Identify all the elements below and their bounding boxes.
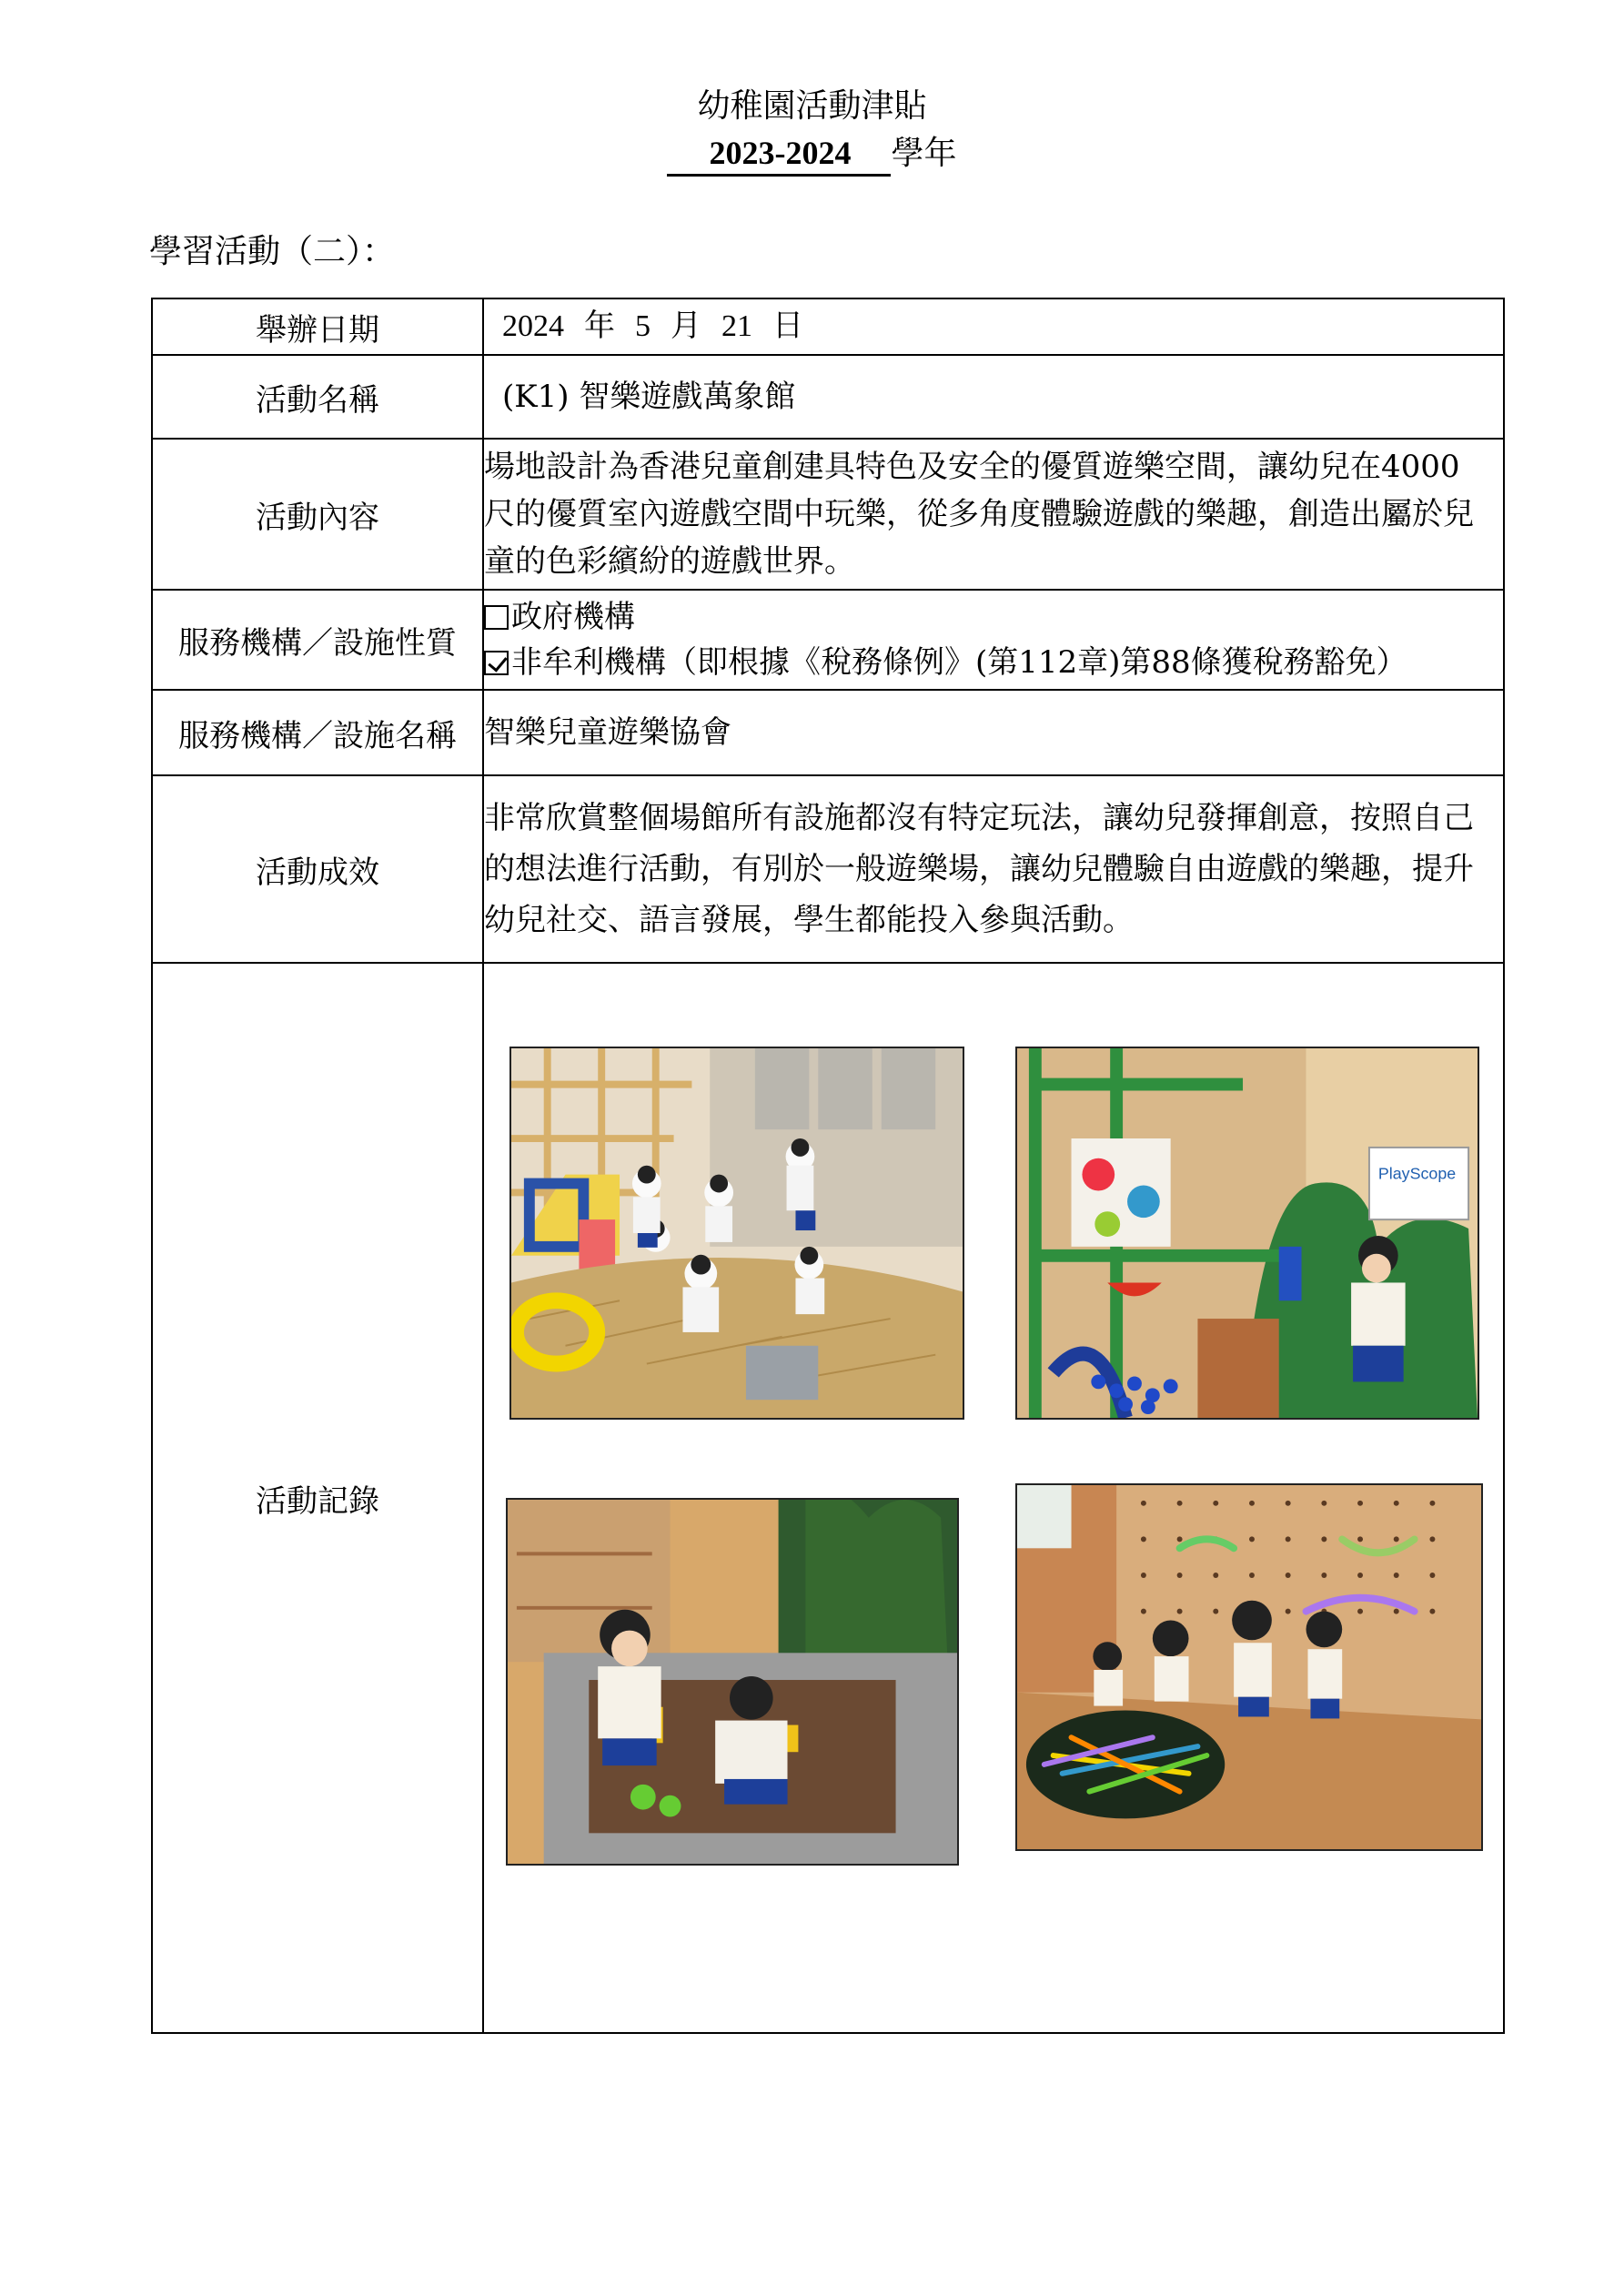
row-date — [152, 298, 1504, 355]
photo-pegboard-wall — [1015, 1483, 1483, 1851]
school-year-line — [0, 127, 1624, 177]
org-nature-options — [483, 590, 1504, 690]
playscope-sign: PlayScope — [1377, 1164, 1457, 1183]
row-activity-content — [152, 439, 1504, 590]
org-name-label: 服務機構／設施名稱 — [152, 690, 483, 775]
option-government-label: 政府機構 — [511, 599, 635, 635]
section-subtitle: 學習活動（二）： — [149, 233, 396, 270]
org-nature-label: 服務機構／設施性質 — [152, 590, 483, 690]
date-day: 21 — [721, 309, 752, 343]
date-month: 5 — [635, 309, 651, 343]
results-label: 活動成效 — [152, 775, 483, 963]
date-label: 舉辦日期 — [152, 298, 483, 355]
org-name-value: 智樂兒童遊樂協會 — [483, 690, 1504, 775]
row-results — [152, 775, 1504, 963]
option-non-profit-label: 非牟利機構（即根據《稅務條例》(第112章)第88條獲稅務豁免） — [511, 644, 1407, 681]
row-activity-name — [152, 355, 1504, 439]
photo-pipe-wall — [1015, 1047, 1479, 1420]
activity-name-label: 活動名稱 — [152, 355, 483, 439]
checkbox-non-profit[interactable] — [484, 651, 509, 675]
photo-straw-play — [509, 1047, 964, 1420]
record-label: 活動記錄 — [152, 963, 483, 2033]
checkbox-government[interactable] — [484, 605, 509, 630]
option-non-profit[interactable] — [484, 640, 1503, 685]
date-value: 2024 年 5 月 21 日 — [483, 298, 1504, 355]
row-org-name — [152, 690, 1504, 775]
activity-content-label: 活動內容 — [152, 439, 483, 590]
school-year-value: 2023-2024 — [667, 134, 891, 177]
activity-content-value: 場地設計為香港兒童創建具特色及安全的優質遊樂空間，讓幼兒在4000尺的優質室內遊戲空間中玩樂，從多角度體驗遊戲的樂趣，創造出屬於兒童的色彩繽紛的遊戲世界。 — [483, 439, 1504, 590]
date-year: 2024 — [502, 309, 564, 343]
row-org-nature — [152, 590, 1504, 690]
photo-sandpit — [506, 1498, 959, 1866]
document-title: 幼稚園活動津貼 — [697, 87, 927, 125]
option-government[interactable] — [484, 594, 1503, 640]
school-year-suffix: 學年 — [891, 135, 957, 172]
activity-name-value: (K1) 智樂遊戲萬象館 — [502, 379, 796, 415]
results-value: 非常欣賞整個場館所有設施都沒有特定玩法，讓幼兒發揮創意，按照自己的想法進行活動，有別於一般遊樂場，讓幼兒體驗自由遊戲的樂趣，提升幼兒社交、語言發展，學生都能投入參與活動。 — [483, 775, 1504, 963]
